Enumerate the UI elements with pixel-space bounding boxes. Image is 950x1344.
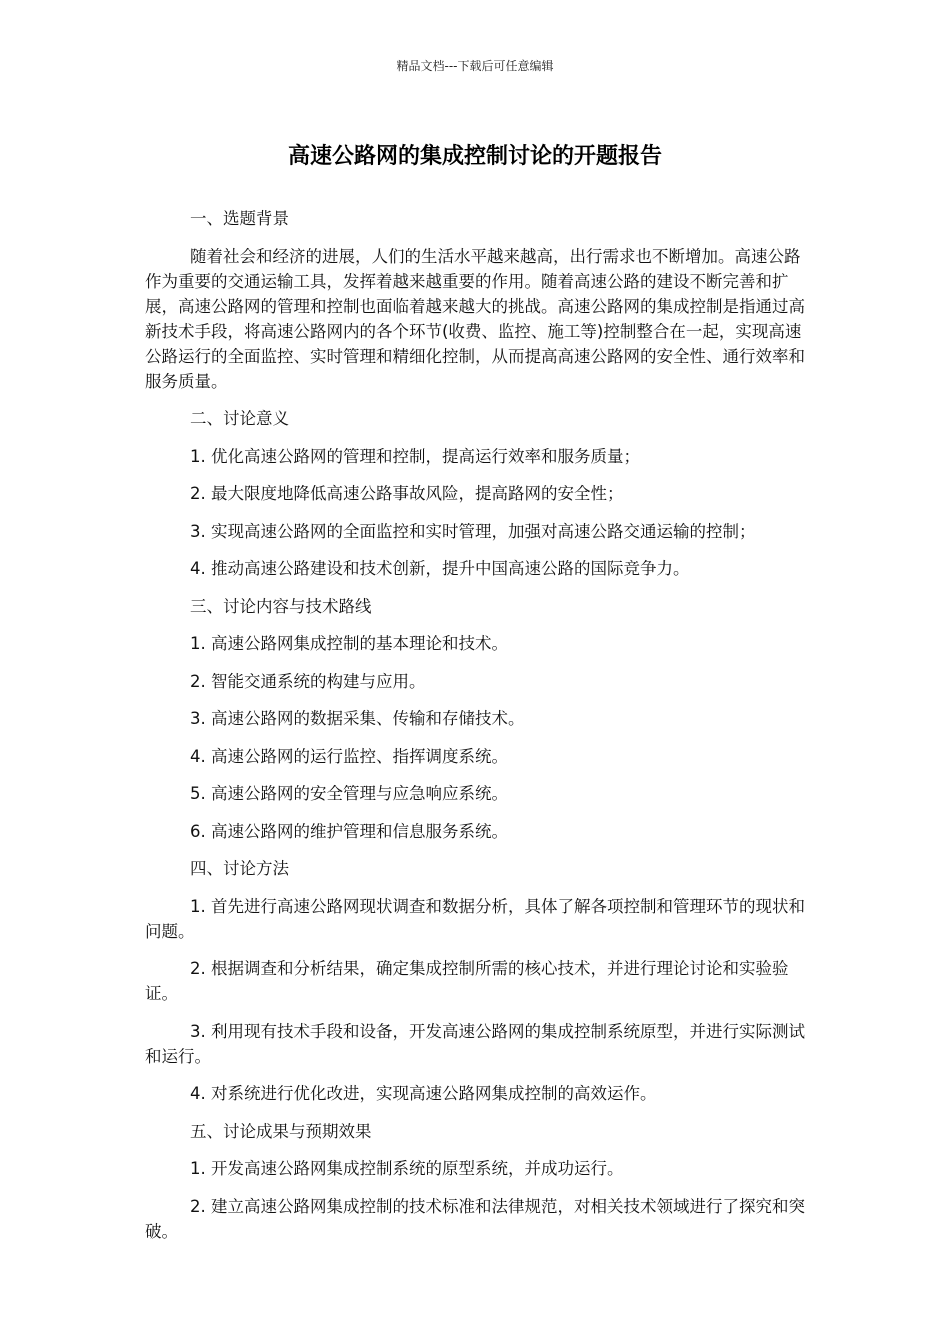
content-item: 6. 高速公路网的维护管理和信息服务系统。: [190, 821, 508, 841]
method-item: 3. 利用现有技术手段和设备，开发高速公路网的集成控制系统原型，并进行实际测试和运行。: [145, 1021, 805, 1066]
significance-item: 4. 推动高速公路建设和技术创新，提升中国高速公路的国际竞争力。: [190, 559, 690, 578]
content-item: 3. 高速公路网的数据采集、传输和存储技术。: [190, 709, 525, 728]
method-item: 2. 根据调查和分析结果，确定集成控制所需的核心技术，并进行理论讨论和实验验证。: [145, 959, 789, 1003]
section-heading-method: 四、讨论方法: [190, 859, 289, 878]
section-heading-results: 五、讨论成果与预期效果: [190, 1121, 372, 1141]
significance-item: 2. 最大限度地降低高速公路事故风险，提高路网的安全性；: [190, 484, 624, 503]
results-item: 1. 开发高速公路网集成控制系统的原型系统，并成功运行。: [190, 1159, 624, 1178]
method-item: 1. 首先进行高速公路网现状调查和数据分析，具体了解各项控制和管理环节的现状和问题。: [145, 896, 805, 941]
section-heading-content: 三、讨论内容与技术路线: [190, 596, 372, 616]
results-item: 2. 建立高速公路网集成控制的技术标准和法律规范，对相关技术领域进行了探究和突破。: [145, 1196, 805, 1241]
background-paragraph: 随着社会和经济的进展，人们的生活水平越来越高，出行需求也不断增加。高速公路作为重要的交通运输工具，发挥着越来越重要的作用。随着高速公路的建设不断完善和扩展，高速公路网的管理和控制也面临着越来越大的挑战。高速公路网的集成控制是指通过高新技术手段，将高速公路网内的各个环节(收费、监控、施工等)控制整合在一起，实现高速公路运行的全面监控、实时管理和精细化控制，从而提高高速公路网的安全性、通行效率和服务质量。: [145, 246, 805, 391]
section-heading-background: 一、选题背景: [190, 209, 289, 228]
significance-item: 1. 优化高速公路网的管理和控制，提高运行效率和服务质量；: [190, 446, 640, 466]
section-heading-significance: 二、讨论意义: [190, 409, 289, 428]
content-item: 2. 智能交通系统的构建与应用。: [190, 671, 426, 691]
header-note: 精品文档---下载后可任意编辑: [396, 59, 554, 73]
significance-item: 3. 实现高速公路网的全面监控和实时管理，加强对高速公路交通运输的控制；: [190, 521, 756, 541]
content-item: 1. 高速公路网集成控制的基本理论和技术。: [190, 634, 508, 653]
content-item: 5. 高速公路网的安全管理与应急响应系统。: [190, 784, 508, 803]
method-item: 4. 对系统进行优化改进，实现高速公路网集成控制的高效运作。: [190, 1084, 657, 1103]
document-title: 高速公路网的集成控制讨论的开题报告: [287, 144, 662, 169]
content-item: 4. 高速公路网的运行监控、指挥调度系统。: [190, 746, 508, 766]
document-body: [145, 206, 807, 1256]
